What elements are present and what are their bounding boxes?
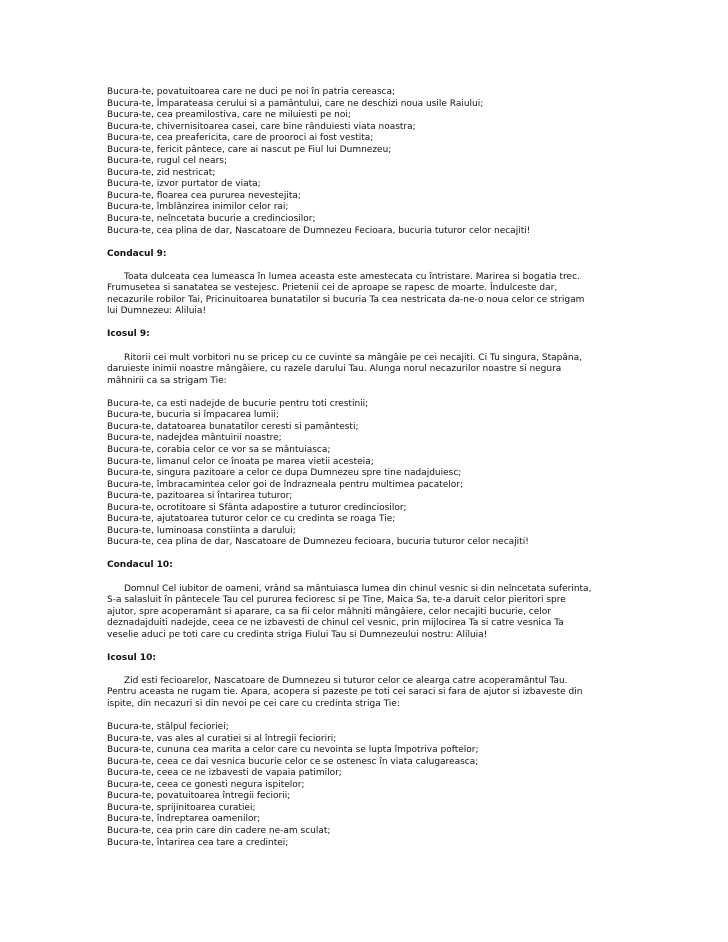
spacer — [107, 641, 627, 653]
text-line: Bucura-te, luminoasa constiinta a darului; — [107, 525, 296, 536]
bucura-list-3 — [107, 722, 627, 849]
text-line: Bucura-te, sprijinitoarea curatiei; — [107, 802, 256, 813]
text-line: Bucura-te, povatuitoarea întregii feciorii; — [107, 791, 291, 802]
spacer — [107, 341, 627, 353]
text-line: Bucura-te, chivernisitoarea casei, care bine rânduiesti viata noastra; — [107, 121, 416, 132]
text-line: necazurile robilor Tai, Pricinuitoarea bunatatilor si bucuria Ta cea nestricata da-ne-o noua celor ce strigam — [107, 294, 585, 305]
text-line: Bucura-te, ocrotitoare si Sfânta adapostire a tuturor credinciosilor; — [107, 502, 407, 513]
text-line: ispite, din necazuri si din nevoi pe cei care cu credinta striga Tie: — [107, 698, 400, 709]
text-line: Bucura-te, pazitoarea si întarirea tuturor; — [107, 491, 293, 502]
text-line: Toata dulceata cea lumeasca în lumea aceasta este amestecata cu întristare. Marirea si bogatia trec. — [124, 271, 580, 282]
text-line: veselie aduci pe toti care cu credinta striga Fiului Tau si Dumnezeului nostru: Aliluia! — [107, 629, 488, 640]
spacer — [107, 549, 627, 561]
condacul-10-text — [107, 584, 627, 642]
text-line: Bucura-te, cea preamilostiva, care ne miluiesti pe noi; — [107, 110, 351, 121]
text-line: lui Dumnezeu: Aliluia! — [107, 306, 207, 317]
text-line: Bucura-te, fericit pântece, care ai nascut pe Fiul lui Dumnezeu; — [107, 144, 392, 155]
text-line: Bucura-te, nadejdea mântuirii noastre; — [107, 433, 282, 444]
text-line: deznadajduiti nadejde, ceea ce ne izbavesti de chinul cel vesnic, prin mijlocirea Ta si catre vesnica Ta — [107, 618, 564, 629]
text-line: Bucura-te, neîncetata bucurie a credinciosilor; — [107, 214, 316, 225]
text-line: Bucura-te, rugul cel nears; — [107, 156, 227, 167]
text-line: Bucura-te, ajutatoarea tuturor celor ce cu credinta se roaga Tie; — [107, 514, 396, 525]
text-line: Bucura-te, izvor purtator de viata; — [107, 179, 261, 190]
text-line: Domnul Cel iubitor de oameni, vrând sa mântuiasca lumea din chinul vesnic si din neîncetata suferinta, — [124, 583, 592, 594]
condacul-9-heading: Condacul 9: — [107, 248, 167, 259]
text-line: Zid esti fecioarelor, Nascatoare de Dumnezeu si tuturor celor ce alearga catre acoperamântul Tau. — [124, 675, 568, 686]
text-line: mâhnirii ca sa strigam Tie: — [107, 375, 227, 386]
text-line: Bucura-te, îndreptarea oamenilor; — [107, 814, 261, 825]
text-line: Bucura-te, Împarateasa cerului si a pamântului, care ne deschizi noua usile Raiului; — [107, 98, 484, 109]
text-line: daruieste inimii noastre mângâiere, cu razele darului Tau. Alunga norul necazurilor noastre si negura — [107, 364, 562, 375]
condacul-10-heading: Condacul 10: — [107, 560, 173, 571]
text-line: Bucura-te, vas ales al curatiei si al întregii fecioriri; — [107, 733, 337, 744]
icosul-10-heading: Icosul 10: — [107, 652, 156, 663]
text-line: Bucura-te, datatoarea bunatatilor ceresti si pamântesti; — [107, 421, 359, 432]
text-line: Bucura-te, ceea ce gonesti negura ispitelor; — [107, 779, 305, 790]
icosul-9-heading: Icosul 9: — [107, 329, 150, 340]
text-line: Pentru aceasta ne rugam tie. Apara, acopera si pazeste pe toti cei saraci si fara de ajutor si izbaveste din — [107, 687, 583, 698]
text-line: Bucura-te, cea preafericita, care de prooroci ai fost vestita; — [107, 133, 374, 144]
text-line: Bucura-te, floarea cea pururea nevestejita; — [107, 190, 301, 201]
spacer — [107, 318, 627, 330]
text-line: Bucura-te, bucuria si împacarea lumii; — [107, 410, 279, 421]
text-line: Bucura-te, îmblânzirea inimilor celor rai; — [107, 202, 289, 213]
text-line: Bucura-te, povatuitoarea care ne duci pe noi în patria cereasca; — [107, 87, 396, 97]
text-line: Frumusetea si sanatatea se vestejesc. Prietenii cei de aproape se rapesc de moarte. Îndulceste dar, — [107, 283, 558, 294]
text-line: Ritorii cei mult vorbitori nu se pricep cu ce cuvinte sa mângâie pe cei necajiti. Ci Tu singura, Stapâna, — [124, 352, 582, 363]
document-page — [107, 87, 627, 849]
text-line: Bucura-te, singura pazitoare a celor ce dupa Dumnezeu spre tine nadajduiesc; — [107, 468, 462, 479]
text-line: Bucura-te, cea prin care din cadere ne-am sculat; — [107, 826, 331, 836]
icosul-10-text — [107, 676, 627, 711]
text-line: Bucura-te, zid nestricat; — [107, 167, 216, 178]
spacer — [107, 260, 627, 272]
icosul-9-text — [107, 353, 627, 388]
text-line: Bucura-te, ceea ce dai vesnica bucurie celor ce se ostenesc în viata calugareasca; — [107, 756, 479, 767]
text-line: Bucura-te, întarirea cea tare a credintei; — [107, 837, 289, 848]
bucura-list-1 — [107, 87, 627, 237]
text-line: S-a salasluit în pântecele Tau cel pururea fecioresc si pe Tine, Maica Sa, te-a daruit celor pieritori spre — [107, 595, 566, 606]
text-line: Bucura-te, corabia celor ce vor sa se mântuiasca; — [107, 444, 331, 455]
condacul-9-text — [107, 272, 627, 318]
spacer — [107, 237, 627, 249]
text-line: Bucura-te, cea plina de dar, Nascatoare de Dumnezeu Fecioara, bucuria tuturor celor necajiti! — [107, 225, 531, 236]
text-line: Bucura-te, limanul celor ce înoata pe marea vietii acesteia; — [107, 456, 374, 467]
spacer — [107, 711, 627, 723]
text-line: Bucura-te, ca esti nadejde de bucurie pentru toti crestinii; — [107, 398, 369, 409]
text-line: Bucura-te, cea plina de dar, Nascatoare de Dumnezeu fecioara, bucuria tuturor celor necajiti! — [107, 537, 529, 548]
spacer — [107, 572, 627, 584]
text-line: Bucura-te, îmbracamintea celor goi de îndrazneala pentru multimea pacatelor; — [107, 479, 464, 490]
text-line: Bucura-te, stâlpul fecioriei; — [107, 722, 229, 733]
spacer — [107, 387, 627, 399]
spacer — [107, 664, 627, 676]
text-line: ajutor, spre acoperamânt si aparare, ca sa fii celor mâhniti mângâiere, celor necajiti bucurie, celor — [107, 606, 551, 617]
text-line: Bucura-te, cununa cea marita a celor care cu nevointa se lupta împotriva poftelor; — [107, 745, 479, 756]
bucura-list-2 — [107, 399, 627, 549]
text-line: Bucura-te, ceea ce ne izbavesti de vapaia patimilor; — [107, 768, 342, 779]
